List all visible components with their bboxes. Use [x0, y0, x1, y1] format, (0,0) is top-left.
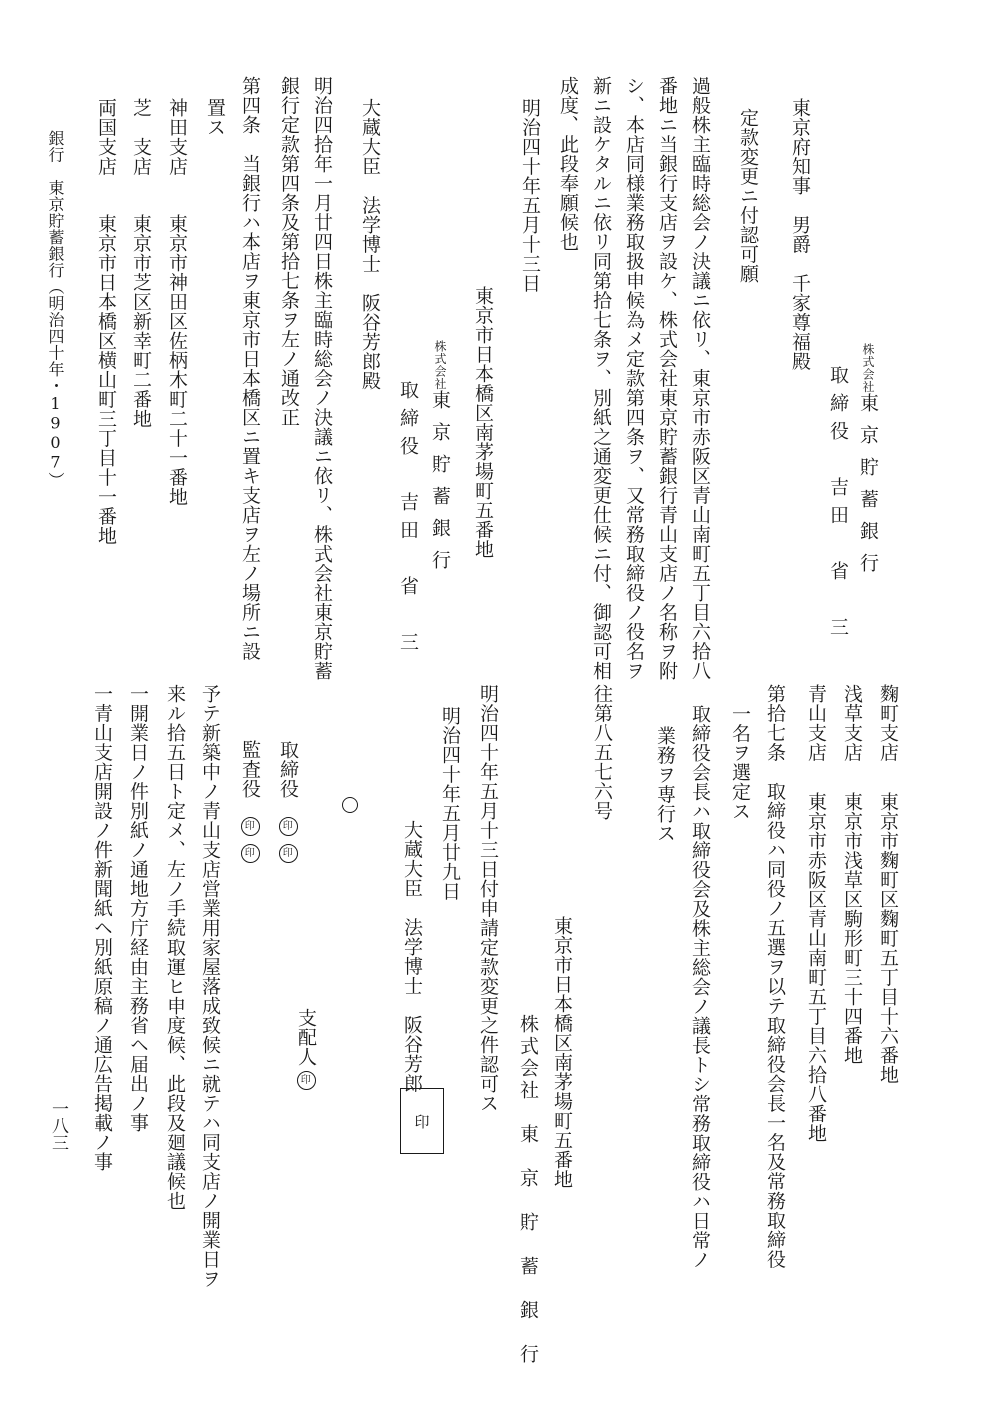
- branch-name-aoyama: 青山支店: [805, 684, 827, 762]
- branch-address-kojimachi: 東京市麴町区麴町五丁目十六番地: [877, 792, 899, 1085]
- branch-name-ryogoku: 両国支店: [95, 98, 117, 176]
- permit-signer: 大蔵大臣 法学博士 阪谷芳郎: [401, 820, 423, 1093]
- resolution-line-2: 銀行定款第四条及第拾七条ヲ左ノ通改正: [278, 76, 300, 427]
- seal-icon: 印: [279, 844, 298, 863]
- branch-address-asakusa: 東京市浅草区駒形町三十四番地: [841, 792, 863, 1065]
- official-seal: [400, 1088, 444, 1154]
- body-line-2: 番地ニ当銀行支店ヲ設ケ、株式会社東京貯蓄銀行青山支店ノ名称ヲ附: [656, 76, 678, 681]
- body-line-4: 新ニ設ケタルニ依リ同第拾七条ヲ、別紙之通変更仕候ニ付、御認可相: [590, 76, 612, 681]
- branch-address-shiba: 東京市芝区新幸町二番地: [130, 214, 152, 429]
- recipient: 大蔵大臣 法学博士 阪谷芳郎殿: [359, 98, 381, 391]
- company-name: 東京貯蓄銀行: [857, 393, 879, 585]
- page-number: 一八三: [48, 1100, 68, 1151]
- seal-icon: 印: [241, 844, 260, 863]
- company-prefix: 株式会社: [433, 340, 447, 390]
- seal-char: 印: [412, 1113, 431, 1129]
- company-prefix: 株式会社: [861, 343, 875, 393]
- applicant-address: 東京市日本橋区南茅場町五番地: [472, 286, 494, 559]
- sender-company: [858, 343, 877, 585]
- body-line-1: 過般株主臨時総会ノ決議ニ依リ、東京市赤阪区青山南町五丁目六拾八: [689, 76, 711, 681]
- sender-title-name: 取締役 吉田 省 三: [827, 365, 849, 645]
- branch-address-ryogoku: 東京市日本橋区横山町三丁目十一番地: [95, 214, 117, 546]
- director-label: 取締役: [277, 740, 299, 799]
- article4-line-2: 置ス: [204, 98, 226, 137]
- seal-icon: 印: [279, 817, 298, 836]
- branch-address-aoyama: 東京市赤阪区青山南町五丁目六拾八番地: [805, 792, 827, 1143]
- body-line-3: シ、本店同様業務取扱申候為メ定款第四条ヲ、又常務取締役ノ役名ヲ: [623, 76, 645, 681]
- auditor-signature: [240, 740, 260, 867]
- manager-label: 支配人: [295, 1008, 317, 1067]
- resolution-line-1: 明治四拾年一月廿四日株主臨時総会ノ決議ニ依リ、株式会社東京貯蓄: [311, 76, 333, 681]
- permit-address: 東京市日本橋区南茅場町五番地: [551, 916, 573, 1189]
- seal-icon: 印: [297, 1071, 316, 1090]
- auditor-label: 監査役: [239, 740, 261, 799]
- branch-name-kanda: 神田支店: [166, 98, 188, 176]
- applicant-company: [430, 340, 449, 582]
- branch-name-kojimachi: 麴町支店: [877, 684, 899, 762]
- permit-number: 往第八五七六号: [591, 684, 613, 821]
- notice-line-2: 来ル拾五日ト定メ、左ノ手続取運ヒ申度候、此段及廻議候也: [164, 684, 186, 1211]
- notice-line-1: 予テ新築中ノ青山支店営業用家屋落成致候ニ就テハ同支店ノ開業日ヲ: [199, 684, 221, 1289]
- article17-line-3: 取締役会長ハ取締役会及株主総会ノ議長トシ常務取締役ハ日常ノ: [689, 704, 711, 1270]
- company-name: 東京貯蓄銀行: [429, 390, 451, 582]
- article17-line-4: 業務ヲ専行ス: [654, 726, 676, 843]
- article17-line-1: 第拾七条 取締役ハ同役ノ五選ヲ以テ取締役会長一名及常務取締役: [764, 684, 786, 1269]
- permit-text: 明治四十年五月十三日付申請定款変更之件認可ス: [477, 684, 499, 1113]
- director-signature: [278, 740, 298, 867]
- addressee: 東京府知事 男爵 千家尊福殿: [789, 98, 811, 371]
- permit-date: 明治四十年五月廿九日: [439, 706, 461, 901]
- seal-icon: 印: [241, 817, 260, 836]
- body-line-5: 成度、此段奉願候也: [557, 76, 579, 252]
- manager-signature: [296, 1008, 316, 1094]
- article4-line-1: 第四条 当銀行ハ本店ヲ東京市日本橋区ニ置キ支店ヲ左ノ場所ニ設: [239, 76, 261, 661]
- applicant-title-name: 取締役 吉田 省 三: [397, 380, 419, 660]
- branch-name-asakusa: 浅草支店: [841, 684, 863, 762]
- branch-name-shiba: 芝 支店: [130, 98, 152, 176]
- permit-company: 株式会社 東 京 貯 蓄 銀 行: [517, 1014, 539, 1366]
- subject: 定款変更ニ付認可願: [737, 108, 759, 284]
- item-line-1: 一開業日ノ件別紙ノ通地方庁経由主務省ヘ届出ノ事: [127, 684, 149, 1133]
- article17-line-2: 一名ヲ選定ス: [729, 704, 751, 821]
- item-line-2: 一青山支店開設ノ件新聞紙ヘ別紙原稿ノ通広告掲載ノ事: [91, 684, 113, 1172]
- circle-mark-icon: [342, 797, 358, 813]
- application-date: 明治四十年五月十三日: [519, 98, 541, 293]
- branch-address-kanda: 東京市神田区佐柄木町二十一番地: [166, 214, 188, 507]
- page-footer: 銀行 東京貯蓄銀行（明治四十年・1907）: [46, 130, 65, 489]
